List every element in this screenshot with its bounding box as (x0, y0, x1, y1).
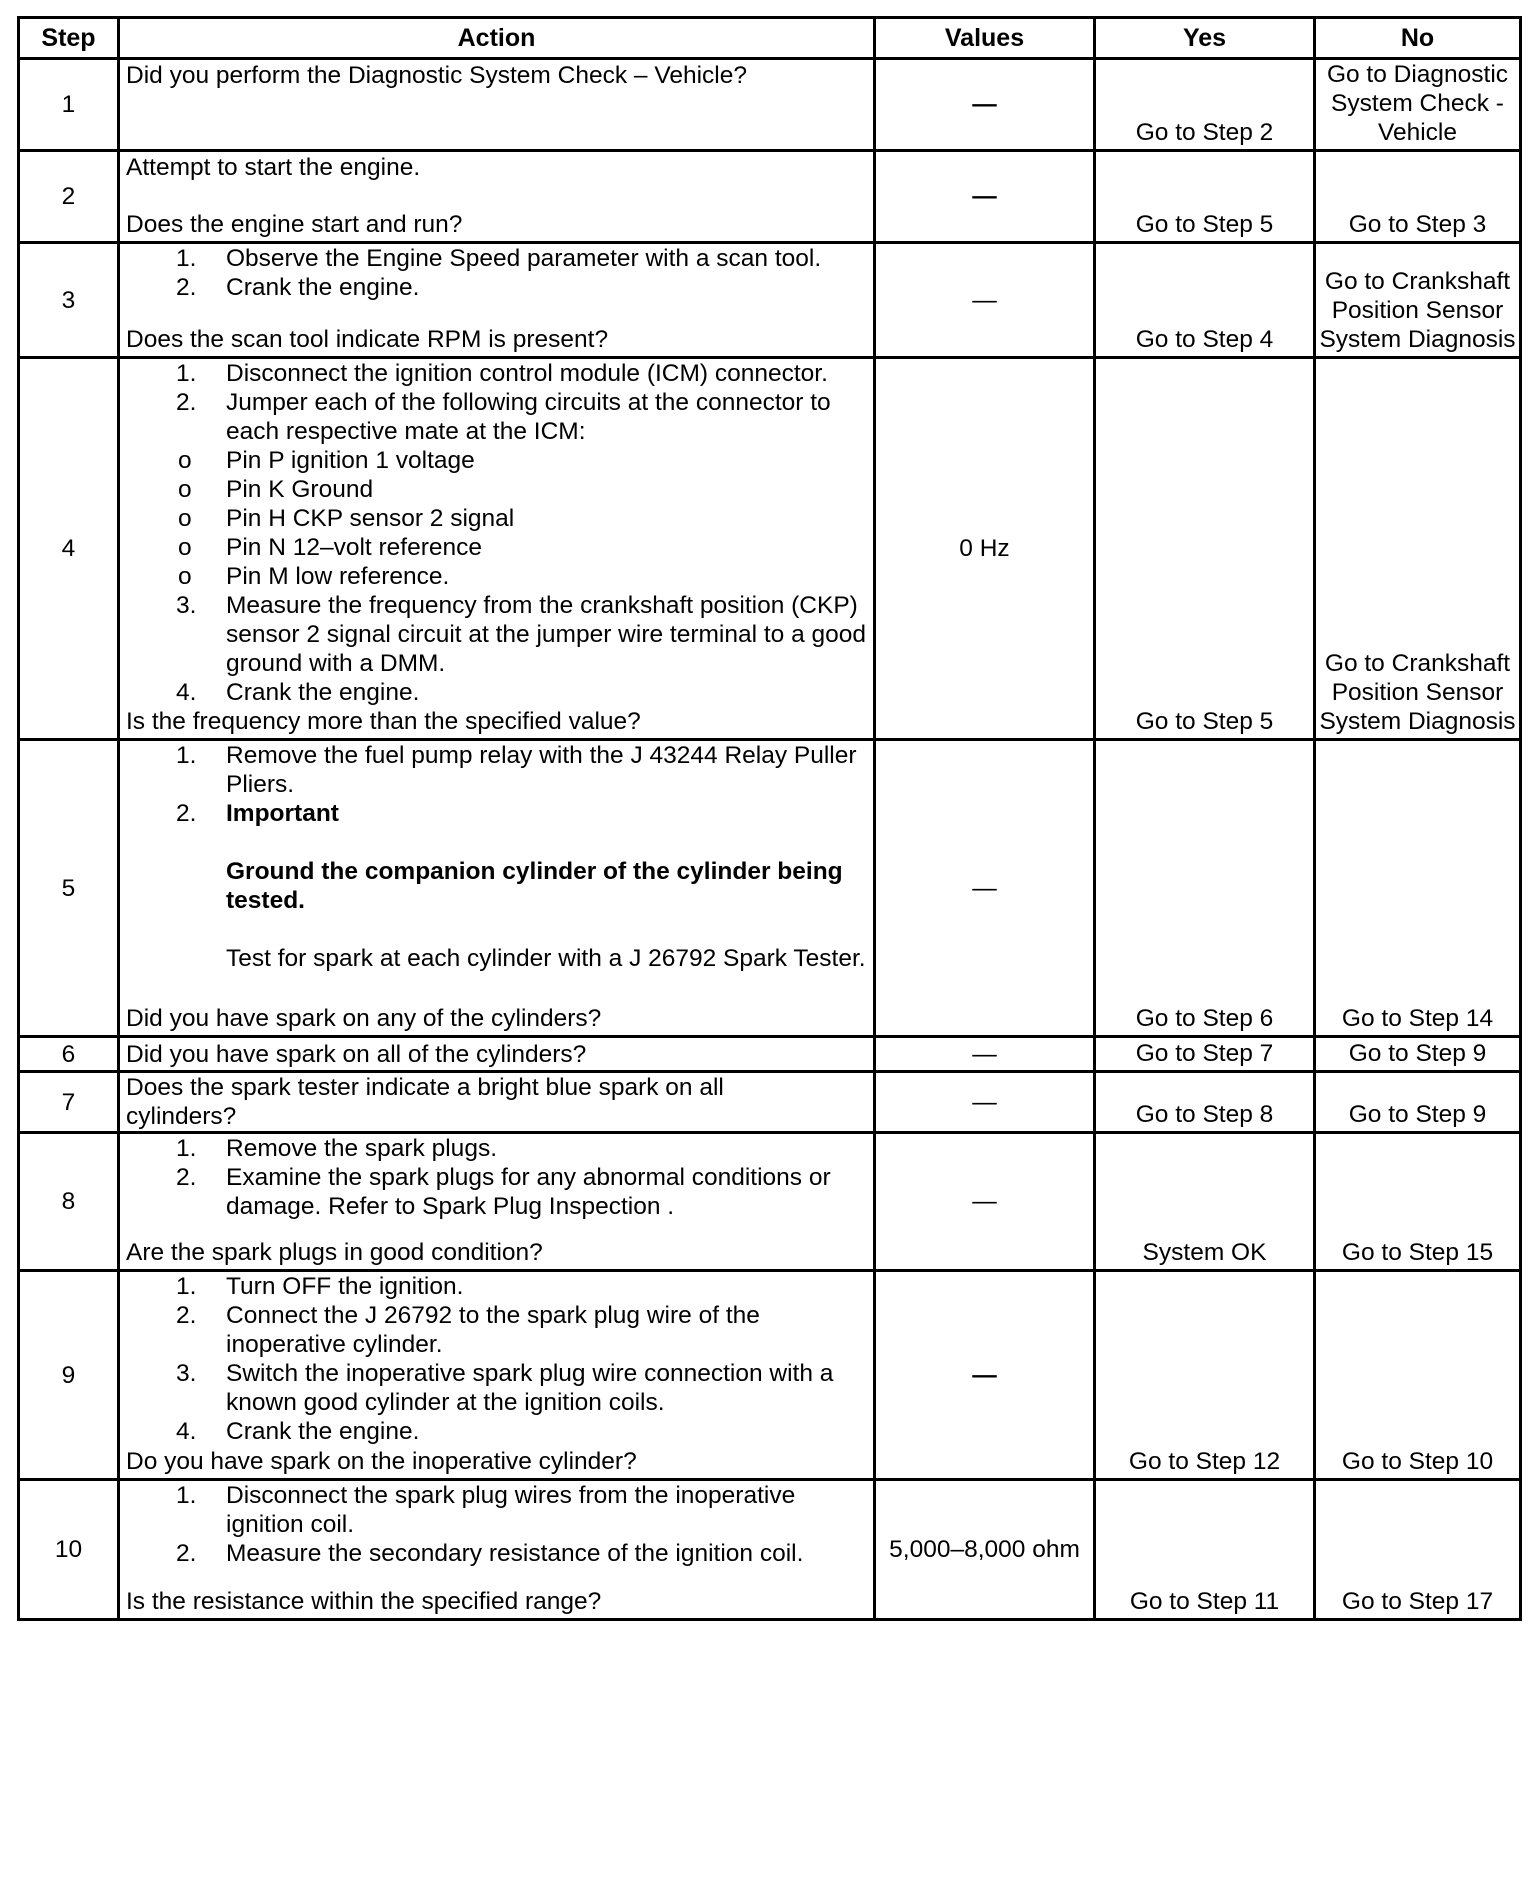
table-row (19, 1271, 1521, 1480)
yes-link[interactable]: Go to Step 4 (1095, 243, 1315, 358)
yes-link[interactable]: Go to Step 5 (1095, 358, 1315, 740)
action-cell (119, 1037, 875, 1072)
list-item: 2. Measure the secondary resistance of the ignition coil. (176, 1540, 804, 1567)
action-steps (126, 1134, 867, 1221)
no-link[interactable]: Go to Step 3 (1315, 151, 1521, 243)
no-link[interactable]: Go to Crankshaft Position Sensor System Diagnosis (1315, 243, 1521, 358)
action-question: Does the spark tester indicate a bright blue spark on all cylinders? (126, 1074, 724, 1130)
list-item: 2. Jumper each of the following circuits at the connector to each respective mate at the ICM: o Pin P ignition 1 voltage o Pin K Ground o Pin H CKP sensor 2 signal o Pin N 12–volt reference o Pin M low reference. (126, 388, 867, 591)
action-cell (119, 1480, 875, 1620)
list-item: 2. Important Ground the companion cylinder of the cylinder being tested. Test for spark at each cylinder with a J 26792 Spark Tester. (176, 800, 866, 972)
header-yes: Yes (1095, 18, 1315, 59)
no-link[interactable]: Go to Step 9 (1315, 1037, 1521, 1072)
action-cell (119, 740, 875, 1037)
value-cell: — (875, 1133, 1095, 1271)
header-no: No (1315, 18, 1521, 59)
list-item: 1. Remove the fuel pump relay with the J 43244 Relay Puller Pliers. (176, 742, 857, 798)
value-cell: — (875, 243, 1095, 358)
header-step: Step (19, 18, 119, 59)
step-number: 8 (19, 1133, 119, 1271)
yes-link[interactable]: System OK (1095, 1133, 1315, 1271)
step-number: 2 (19, 151, 119, 243)
table-row (19, 358, 1521, 740)
pin-list (126, 446, 867, 591)
value-cell: — (875, 1037, 1095, 1072)
value-cell: — (875, 1271, 1095, 1480)
table-row (19, 243, 1521, 358)
no-link[interactable]: Go to Crankshaft Position Sensor System Diagnosis (1315, 358, 1521, 740)
list-item: 1. Disconnect the ignition control module (ICM) connector. (176, 360, 828, 387)
action-cell (119, 243, 875, 358)
action-question: Does the scan tool indicate RPM is present? (126, 326, 609, 353)
list-item: 3. Switch the inoperative spark plug wire connection with a known good cylinder at the ignition coils. (176, 1360, 834, 1416)
list-item: 1. Disconnect the spark plug wires from the inoperative ignition coil. (176, 1482, 796, 1538)
pin-item: o Pin H CKP sensor 2 signal (178, 505, 515, 532)
list-item: 2. Examine the spark plugs for any abnormal conditions or damage. Refer to Spark Plug Inspection . (176, 1164, 831, 1220)
header-row (19, 18, 1521, 59)
action-question: Did you perform the Diagnostic System Check – Vehicle? (126, 62, 747, 89)
step-number: 3 (19, 243, 119, 358)
table-row (19, 1072, 1521, 1133)
step-number: 4 (19, 358, 119, 740)
action-cell (119, 1271, 875, 1480)
table-row (19, 1037, 1521, 1072)
important-text: Ground the companion cylinder of the cylinder being tested. (226, 858, 843, 914)
list-item: 4. Crank the engine. (176, 679, 420, 706)
action-question: Does the engine start and run? (126, 211, 463, 238)
action-steps (126, 1481, 867, 1568)
step-number: 1 (19, 59, 119, 151)
yes-link[interactable]: Go to Step 7 (1095, 1037, 1315, 1072)
action-cell (119, 151, 875, 243)
action-question: Did you have spark on any of the cylinders? (126, 1005, 602, 1032)
table-row (19, 740, 1521, 1037)
header-values: Values (875, 18, 1095, 59)
value-cell: 5,000–8,000 ohm (875, 1480, 1095, 1620)
value-cell: — (875, 740, 1095, 1037)
yes-link[interactable]: Go to Step 5 (1095, 151, 1315, 243)
pin-item: o Pin M low reference. (178, 563, 450, 590)
yes-link[interactable]: Go to Step 6 (1095, 740, 1315, 1037)
step-number: 9 (19, 1271, 119, 1480)
list-item: 2. Connect the J 26792 to the spark plug wire of the inoperative cylinder. (176, 1302, 760, 1358)
table-row (19, 1133, 1521, 1271)
no-link[interactable]: Go to Step 15 (1315, 1133, 1521, 1271)
yes-link[interactable]: Go to Step 12 (1095, 1271, 1315, 1480)
action-cell (119, 59, 875, 151)
list-item: 1. Remove the spark plugs. (176, 1135, 497, 1162)
pin-item: o Pin K Ground (178, 476, 374, 503)
no-link[interactable]: Go to Step 9 (1315, 1072, 1521, 1133)
step-number: 5 (19, 740, 119, 1037)
pin-item: o Pin N 12–volt reference (178, 534, 483, 561)
action-steps (126, 244, 867, 302)
diagnostic-table (17, 16, 1522, 1621)
no-link[interactable]: Go to Step 10 (1315, 1271, 1521, 1480)
action-question: Is the resistance within the specified range? (126, 1588, 602, 1615)
action-question: Are the spark plugs in good condition? (126, 1239, 543, 1266)
action-intro: Attempt to start the engine. (126, 154, 421, 181)
value-cell: — (875, 59, 1095, 151)
table-row (19, 59, 1521, 151)
important-label: Important (226, 800, 339, 827)
value-cell: — (875, 1072, 1095, 1133)
action-steps (126, 359, 867, 707)
table-row (19, 1480, 1521, 1620)
list-item: 3. Measure the frequency from the crankshaft position (CKP) sensor 2 signal circuit at the jumper wire terminal to a good ground with a DMM. (176, 592, 867, 677)
no-link[interactable]: Go to Step 14 (1315, 740, 1521, 1037)
action-cell (119, 1072, 875, 1133)
action-question: Do you have spark on the inoperative cylinder? (126, 1448, 637, 1475)
test-text: Test for spark at each cylinder with a J 26792 Spark Tester. (226, 945, 866, 972)
action-cell (119, 358, 875, 740)
value-cell: — (875, 151, 1095, 243)
table-row (19, 151, 1521, 243)
action-cell (119, 1133, 875, 1271)
value-cell: 0 Hz (875, 358, 1095, 740)
yes-link[interactable]: Go to Step 8 (1095, 1072, 1315, 1133)
list-item: 2. Crank the engine. (176, 274, 420, 301)
no-link[interactable]: Go to Step 17 (1315, 1480, 1521, 1620)
list-item: 1. Turn OFF the ignition. (176, 1273, 464, 1300)
action-steps (126, 1272, 867, 1446)
list-item: 1. Observe the Engine Speed parameter with a scan tool. (176, 245, 822, 272)
list-item: 4. Crank the engine. (176, 1418, 420, 1445)
action-steps (126, 741, 867, 973)
yes-link[interactable]: Go to Step 2 (1095, 59, 1315, 151)
no-link[interactable]: Go to Diagnostic System Check - Vehicle (1315, 59, 1521, 151)
step-number: 7 (19, 1072, 119, 1133)
action-question: Did you have spark on all of the cylinders? (126, 1040, 587, 1068)
step-number: 10 (19, 1480, 119, 1620)
pin-item: o Pin P ignition 1 voltage (178, 447, 475, 474)
header-action: Action (119, 18, 875, 59)
action-question: Is the frequency more than the specified value? (126, 708, 641, 735)
yes-link[interactable]: Go to Step 11 (1095, 1480, 1315, 1620)
step-number: 6 (19, 1037, 119, 1072)
